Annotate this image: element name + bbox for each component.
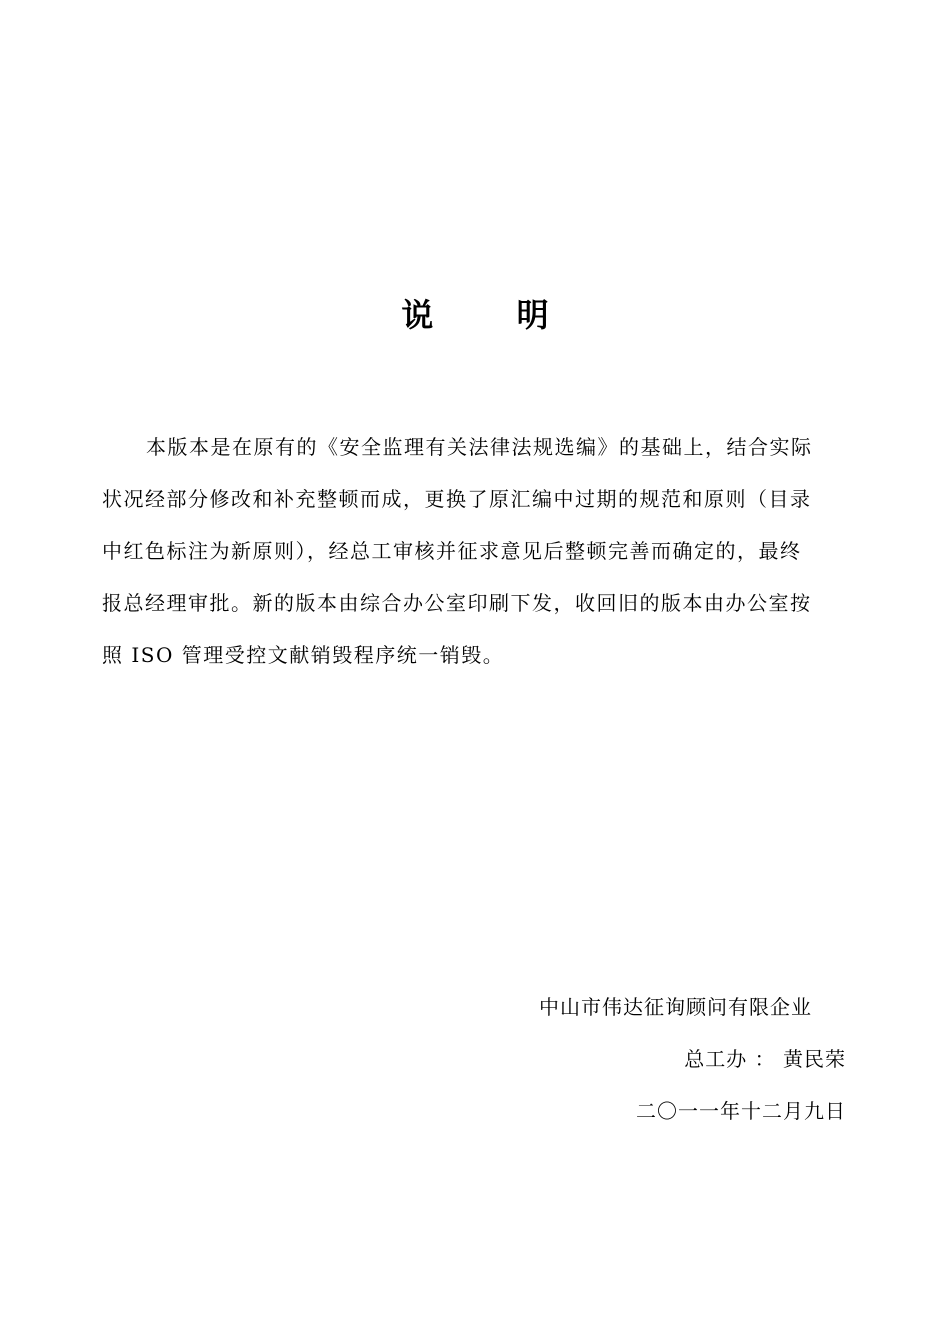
paragraph-line: 报总经理审批。新的版本由综合办公室印刷下发，收回旧的版本由办公室按 <box>102 591 812 615</box>
body-paragraph <box>102 421 852 681</box>
signature-company: 中山市伟达征询顾问有限企业 <box>539 995 812 1019</box>
signature-person: 总工办 ： 黄民荣 <box>684 1047 846 1071</box>
page-title: 说 明 <box>401 296 585 334</box>
paragraph-line: 照 ISO 管理受控文献销毁程序统一销毁。 <box>102 643 505 667</box>
signature-date: 二〇一一年十二月九日 <box>636 1099 846 1123</box>
paragraph-line: 本版本是在原有的《安全监理有关法律法规选编》的基础上，结合实际 <box>146 435 813 459</box>
paragraph-line: 中红色标注为新原则），经总工审核并征求意见后整顿完善而确定的，最终 <box>102 539 802 563</box>
paragraph-line: 状况经部分修改和补充整顿而成，更换了原汇编中过期的规范和原则（目录 <box>102 487 812 511</box>
